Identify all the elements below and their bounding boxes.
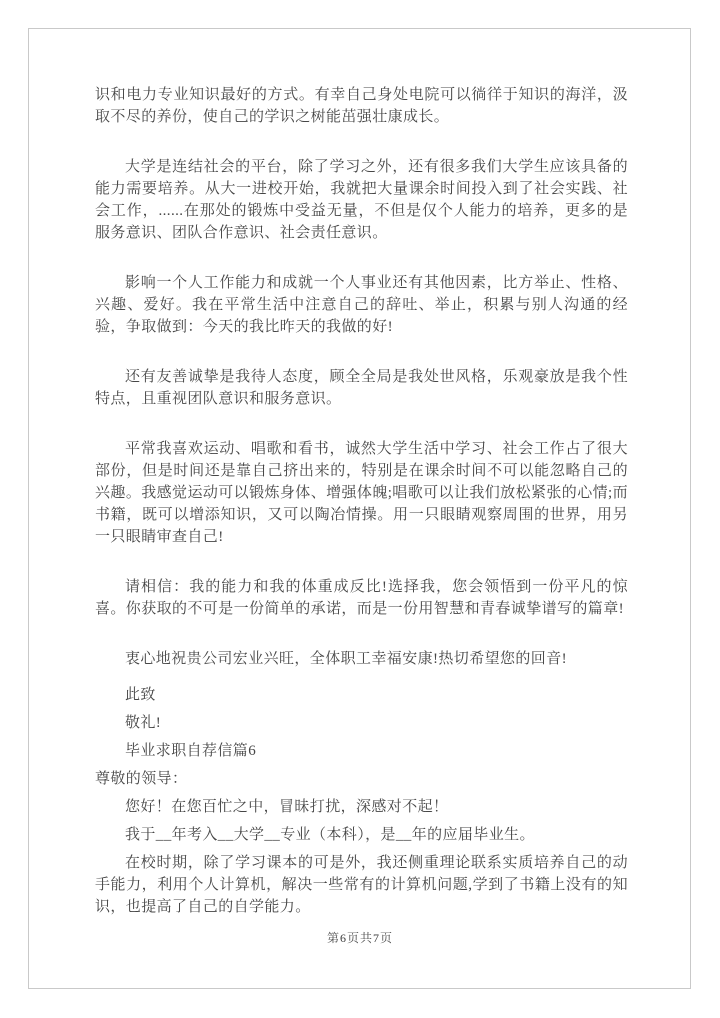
section-title: 毕业求职自荐信篇6 <box>125 743 257 759</box>
document-paragraph: 您好！在您百忙之中，冒昧打扰，深感对不起！ <box>125 799 449 815</box>
closing-cizhi: 此致 <box>125 687 156 703</box>
document-paragraph: 衷心地祝贵公司宏业兴旺，全体职工幸福安康!热切希望您的回音! <box>125 651 567 667</box>
footer-page-current: 6 <box>339 931 347 945</box>
document-paragraph: 我于__年考入__大学__专业（本科），是__年的应届毕业生。 <box>125 827 535 843</box>
document-paragraph: 平常我喜欢运动、唱歌和看书，诚然大学生活中学习、社会工作占了很大部份，但是时间还是靠自己挤出来的，特别是在课余时间不可以能忽略自己的兴趣。我感觉运动可以锻炼身体、增强体魄;唱歌可以让我们放松紧张的心情;而书籍，既可以增添知识，又可以陶冶情操。用一只眼睛观察周围的世界，用另一只眼睛审查自己! <box>95 441 628 545</box>
document-paragraph: 识和电力专业知识最好的方式。有幸自己身处电院可以徜徉于知识的海洋，汲取不尽的养份，使自己的学识之树能茁强壮康成长。 <box>95 87 628 125</box>
document-paragraph: 在校时期，除了学习课本的可是外，我还侧重理论联系实质培养自己的动手能力，利用个人计算机，解决一些常有的计算机问题,学到了书籍上没有的知识，也提高了自己的自学能力。 <box>95 855 628 915</box>
footer-page-total: 7 <box>373 931 380 945</box>
footer-prefix: 第 <box>326 931 340 945</box>
footer-suffix: 页 <box>380 931 394 945</box>
document-paragraph: 影响一个人工作能力和成就一个人事业还有其他因素，比方举止、性格、兴趣、爱好。我在平常生活中注意自己的辞吐、举止，积累与别人沟通的经验，争取做到：今天的我比昨天的我做的好! <box>95 275 628 335</box>
document-content <box>95 84 628 918</box>
document-paragraph: 请相信：我的能力和我的体重成反比!选择我，您会领悟到一份平凡的惊喜。你获取的不可是一份简单的承诺，而是一份用智慧和青春诚挚谱写的篇章! <box>95 579 628 617</box>
salutation: 尊敬的领导： <box>95 771 188 787</box>
document-paragraph: 大学是连结社会的平台，除了学习之外，还有很多我们大学生应该具备的能力需要培养。从大一进校开始，我就把大量课余时间投入到了社会实践、社会工作，......在那处的锻炼中受益无量，不但是仅个人能力的培养，更多的是服务意识、团队合作意识、社会责任意识。 <box>95 159 628 241</box>
footer-middle: 页共 <box>346 931 373 945</box>
page-footer <box>0 930 720 946</box>
closing-jingli: 敬礼! <box>125 715 162 731</box>
document-paragraph: 还有友善诚挚是我待人态度，顾全全局是我处世风格，乐观豪放是我个性特点，且重视团队意识和服务意识。 <box>95 369 628 407</box>
